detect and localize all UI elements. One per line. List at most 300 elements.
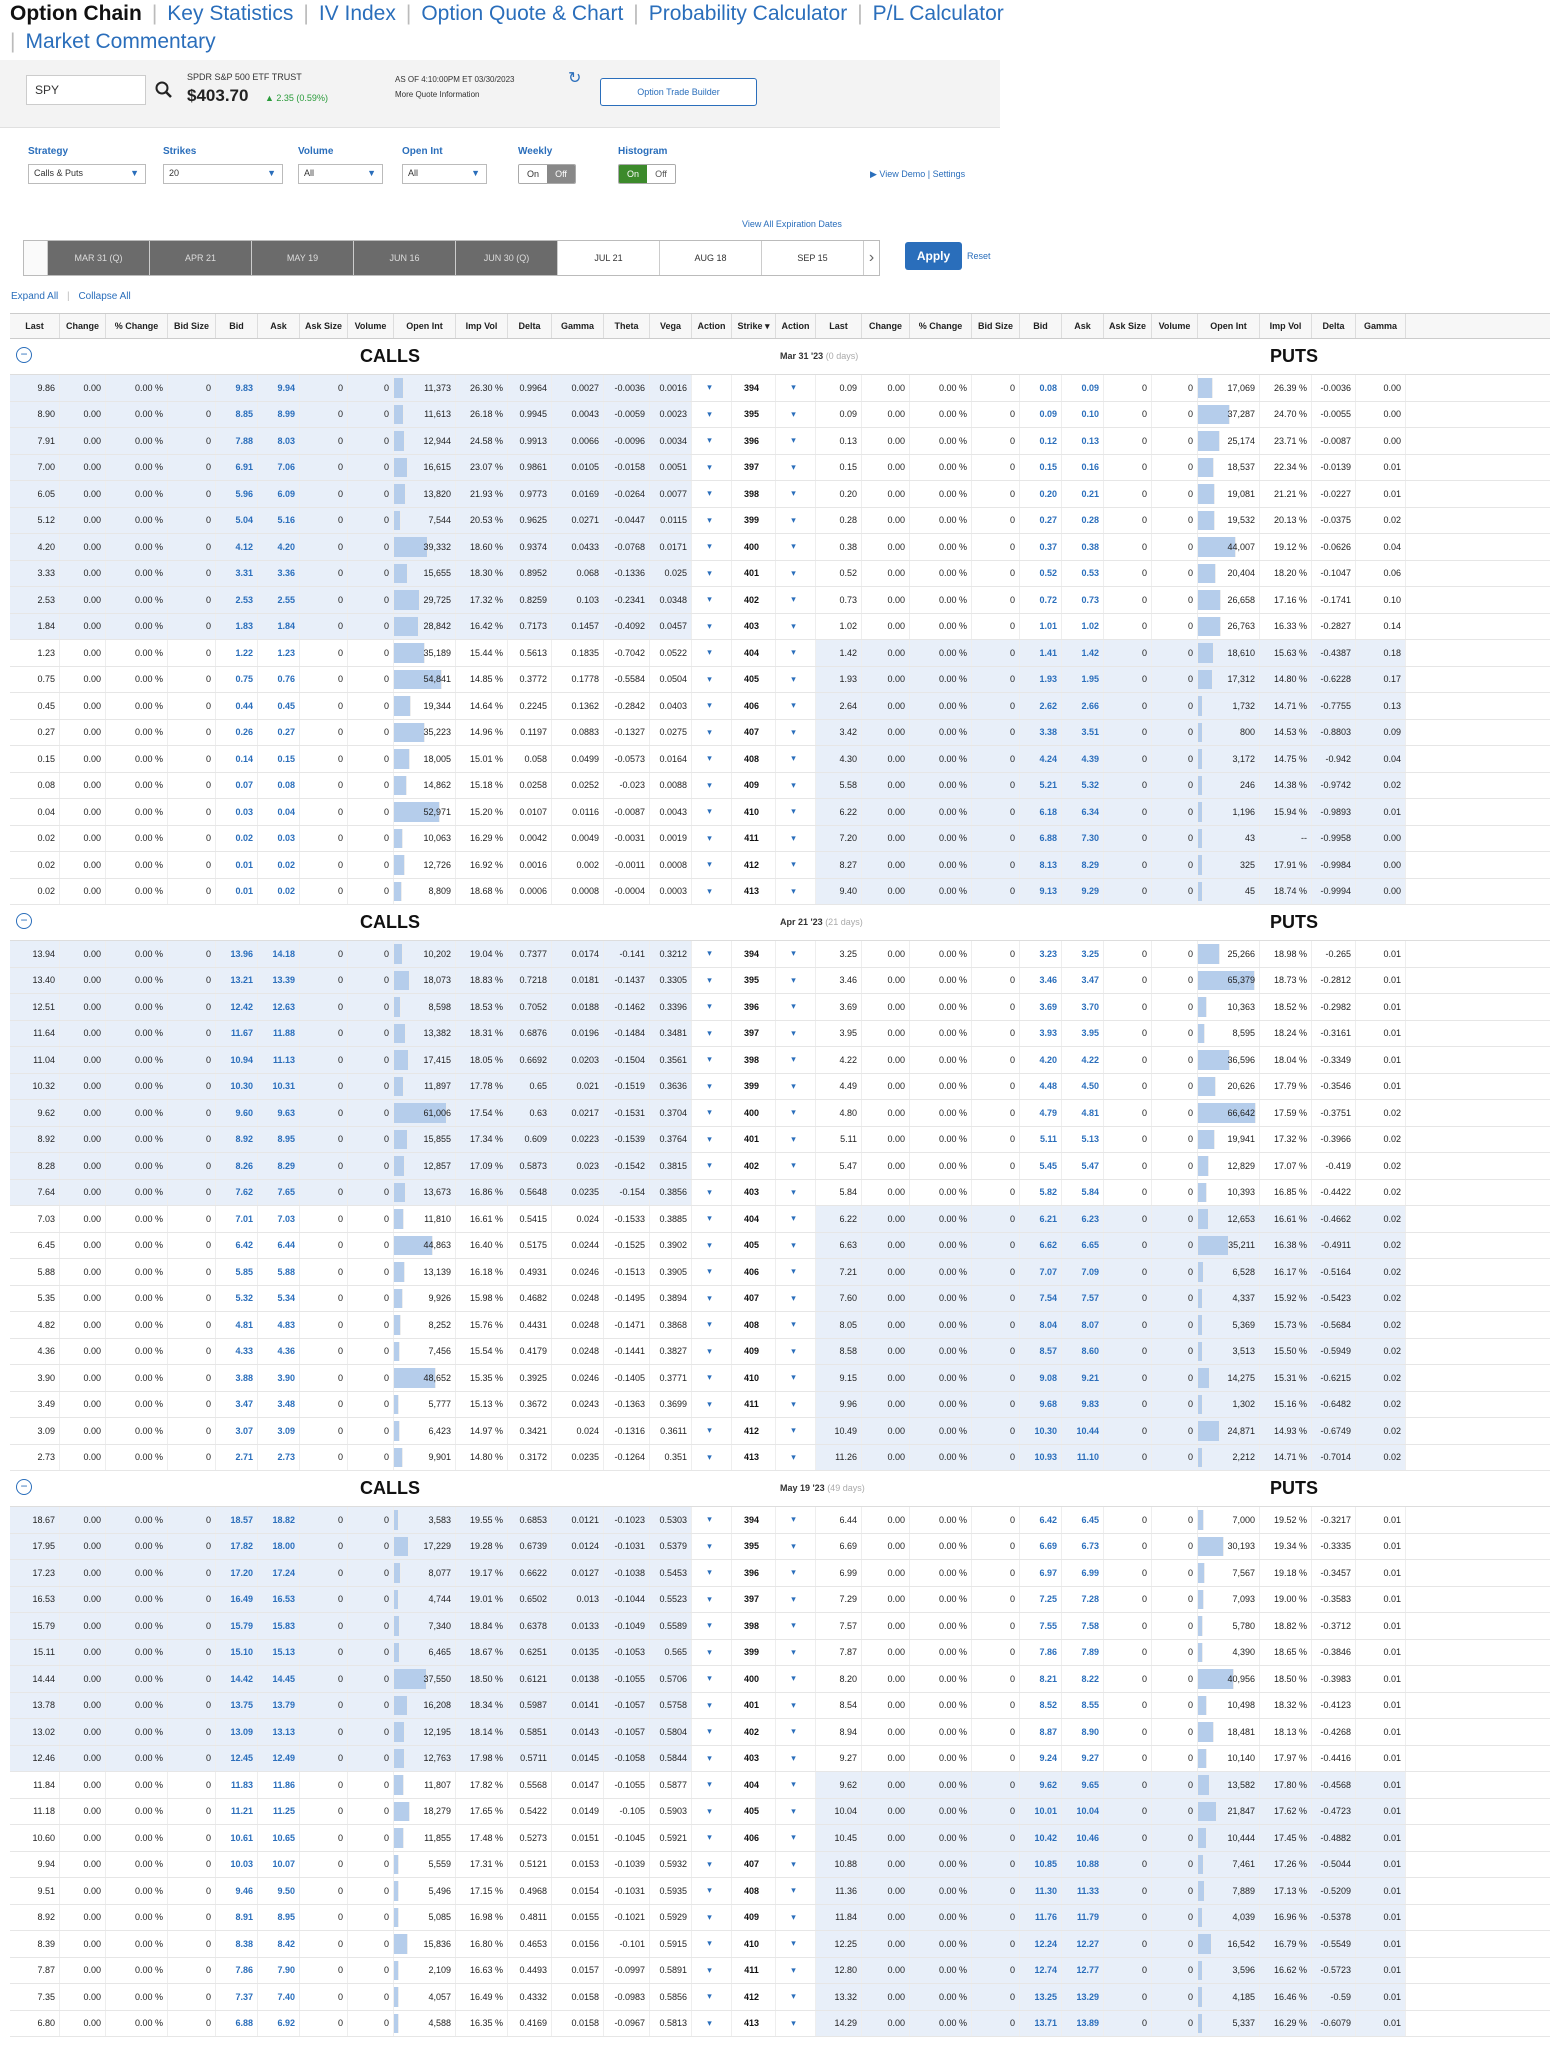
call-bid[interactable]: 2.53 <box>216 587 258 613</box>
put-action-dropdown[interactable]: ▾ <box>776 1286 816 1312</box>
call-bid[interactable]: 14.42 <box>216 1666 258 1692</box>
call-bid[interactable]: 10.61 <box>216 1825 258 1851</box>
call-ask[interactable]: 4.83 <box>258 1312 300 1338</box>
put-ask[interactable]: 13.89 <box>1062 2011 1104 2037</box>
call-action-dropdown[interactable]: ▾ <box>692 640 732 666</box>
put-action-dropdown[interactable]: ▾ <box>776 640 816 666</box>
call-ask[interactable]: 8.42 <box>258 1931 300 1957</box>
call-bid[interactable]: 8.85 <box>216 402 258 428</box>
put-bid[interactable]: 12.74 <box>1020 1958 1062 1984</box>
nav-option-chain[interactable]: Option Chain <box>10 2 142 25</box>
weekly-toggle[interactable] <box>518 164 576 184</box>
call-ask[interactable]: 0.15 <box>258 746 300 772</box>
put-ask[interactable]: 3.51 <box>1062 720 1104 746</box>
put-bid[interactable]: 11.76 <box>1020 1905 1062 1931</box>
put-bid[interactable]: 0.72 <box>1020 587 1062 613</box>
put-action-dropdown[interactable]: ▾ <box>776 587 816 613</box>
call-action-dropdown[interactable]: ▾ <box>692 1127 732 1153</box>
put-bid[interactable]: 5.11 <box>1020 1127 1062 1153</box>
call-action-dropdown[interactable]: ▾ <box>692 1100 732 1126</box>
put-ask[interactable]: 10.44 <box>1062 1418 1104 1444</box>
put-ask[interactable]: 0.13 <box>1062 428 1104 454</box>
symbol-input[interactable] <box>26 75 146 105</box>
put-action-dropdown[interactable]: ▾ <box>776 941 816 967</box>
put-action-dropdown[interactable]: ▾ <box>776 614 816 640</box>
put-action-dropdown[interactable]: ▾ <box>776 1507 816 1533</box>
put-ask[interactable]: 8.60 <box>1062 1339 1104 1365</box>
call-ask[interactable]: 7.90 <box>258 1958 300 1984</box>
call-action-dropdown[interactable]: ▾ <box>692 1021 732 1047</box>
put-bid[interactable]: 13.25 <box>1020 1984 1062 2010</box>
call-action-dropdown[interactable]: ▾ <box>692 1958 732 1984</box>
put-ask[interactable]: 13.29 <box>1062 1984 1104 2010</box>
put-bid[interactable]: 8.87 <box>1020 1719 1062 1745</box>
put-ask[interactable]: 12.27 <box>1062 1931 1104 1957</box>
call-bid[interactable]: 0.44 <box>216 693 258 719</box>
put-action-dropdown[interactable]: ▾ <box>776 1021 816 1047</box>
put-ask[interactable]: 0.73 <box>1062 587 1104 613</box>
call-ask[interactable]: 18.82 <box>258 1507 300 1533</box>
open-int-select[interactable] <box>402 164 487 184</box>
call-ask[interactable]: 7.03 <box>258 1206 300 1232</box>
call-bid[interactable]: 13.09 <box>216 1719 258 1745</box>
call-action-dropdown[interactable]: ▾ <box>692 1613 732 1639</box>
put-bid[interactable]: 8.57 <box>1020 1339 1062 1365</box>
put-action-dropdown[interactable]: ▾ <box>776 1878 816 1904</box>
put-bid[interactable]: 0.27 <box>1020 508 1062 534</box>
call-action-dropdown[interactable]: ▾ <box>692 1418 732 1444</box>
expiration-tab[interactable]: JUL 21 <box>558 241 660 275</box>
put-ask[interactable]: 0.16 <box>1062 455 1104 481</box>
put-bid[interactable]: 4.20 <box>1020 1047 1062 1073</box>
expand-all-link[interactable]: Expand All <box>11 291 59 302</box>
call-action-dropdown[interactable]: ▾ <box>692 941 732 967</box>
put-action-dropdown[interactable]: ▾ <box>776 1127 816 1153</box>
call-action-dropdown[interactable]: ▾ <box>692 1746 732 1772</box>
put-action-dropdown[interactable]: ▾ <box>776 375 816 401</box>
put-bid[interactable]: 0.15 <box>1020 455 1062 481</box>
put-bid[interactable]: 0.20 <box>1020 481 1062 507</box>
call-ask[interactable]: 11.86 <box>258 1772 300 1798</box>
put-action-dropdown[interactable]: ▾ <box>776 481 816 507</box>
put-ask[interactable]: 5.13 <box>1062 1127 1104 1153</box>
call-bid[interactable]: 3.31 <box>216 561 258 587</box>
view-demo-settings-link[interactable] <box>870 169 965 180</box>
put-ask[interactable]: 4.50 <box>1062 1074 1104 1100</box>
call-bid[interactable]: 9.60 <box>216 1100 258 1126</box>
put-action-dropdown[interactable]: ▾ <box>776 667 816 693</box>
put-action-dropdown[interactable]: ▾ <box>776 773 816 799</box>
put-action-dropdown[interactable]: ▾ <box>776 1958 816 1984</box>
call-bid[interactable]: 13.21 <box>216 968 258 994</box>
call-ask[interactable]: 9.94 <box>258 375 300 401</box>
put-ask[interactable]: 5.47 <box>1062 1153 1104 1179</box>
call-action-dropdown[interactable]: ▾ <box>692 852 732 878</box>
put-bid[interactable]: 10.30 <box>1020 1418 1062 1444</box>
expiration-tab[interactable]: JUN 30 (Q) <box>456 241 558 275</box>
put-action-dropdown[interactable]: ▾ <box>776 1852 816 1878</box>
call-action-dropdown[interactable]: ▾ <box>692 1339 732 1365</box>
weekly-off[interactable]: Off <box>547 165 575 183</box>
put-ask[interactable]: 9.27 <box>1062 1746 1104 1772</box>
put-bid[interactable]: 6.62 <box>1020 1233 1062 1259</box>
put-action-dropdown[interactable]: ▾ <box>776 402 816 428</box>
put-ask[interactable]: 9.65 <box>1062 1772 1104 1798</box>
put-action-dropdown[interactable]: ▾ <box>776 879 816 905</box>
put-action-dropdown[interactable]: ▾ <box>776 1365 816 1391</box>
call-action-dropdown[interactable]: ▾ <box>692 1392 732 1418</box>
call-ask[interactable]: 12.63 <box>258 994 300 1020</box>
put-action-dropdown[interactable]: ▾ <box>776 994 816 1020</box>
call-ask[interactable]: 1.84 <box>258 614 300 640</box>
put-bid[interactable]: 1.93 <box>1020 667 1062 693</box>
call-ask[interactable]: 10.07 <box>258 1852 300 1878</box>
put-action-dropdown[interactable]: ▾ <box>776 561 816 587</box>
nav-option-quote-chart[interactable]: Option Quote & Chart <box>421 2 624 25</box>
exp-scroll-left[interactable] <box>24 241 48 275</box>
put-ask[interactable]: 4.81 <box>1062 1100 1104 1126</box>
call-action-dropdown[interactable]: ▾ <box>692 1799 732 1825</box>
call-bid[interactable]: 9.46 <box>216 1878 258 1904</box>
put-action-dropdown[interactable]: ▾ <box>776 1613 816 1639</box>
call-action-dropdown[interactable]: ▾ <box>692 994 732 1020</box>
call-action-dropdown[interactable]: ▾ <box>692 1587 732 1613</box>
call-ask[interactable]: 10.65 <box>258 1825 300 1851</box>
put-ask[interactable]: 10.04 <box>1062 1799 1104 1825</box>
put-ask[interactable]: 9.29 <box>1062 879 1104 905</box>
put-ask[interactable]: 6.73 <box>1062 1534 1104 1560</box>
put-ask[interactable]: 0.21 <box>1062 481 1104 507</box>
strategy-select[interactable] <box>28 164 146 184</box>
put-bid[interactable]: 13.71 <box>1020 2011 1062 2037</box>
put-action-dropdown[interactable]: ▾ <box>776 1693 816 1719</box>
call-bid[interactable]: 2.71 <box>216 1445 258 1471</box>
put-ask[interactable]: 7.89 <box>1062 1640 1104 1666</box>
call-ask[interactable]: 8.95 <box>258 1905 300 1931</box>
call-bid[interactable]: 1.83 <box>216 614 258 640</box>
call-action-dropdown[interactable]: ▾ <box>692 1534 732 1560</box>
apply-button[interactable]: Apply <box>905 242 962 270</box>
nav-key-statistics[interactable]: Key Statistics <box>167 2 294 25</box>
call-ask[interactable]: 7.40 <box>258 1984 300 2010</box>
call-ask[interactable]: 0.04 <box>258 799 300 825</box>
put-action-dropdown[interactable]: ▾ <box>776 1392 816 1418</box>
put-bid[interactable]: 6.69 <box>1020 1534 1062 1560</box>
call-bid[interactable]: 11.83 <box>216 1772 258 1798</box>
call-action-dropdown[interactable]: ▾ <box>692 508 732 534</box>
call-action-dropdown[interactable]: ▾ <box>692 481 732 507</box>
put-action-dropdown[interactable]: ▾ <box>776 1445 816 1471</box>
call-ask[interactable]: 3.09 <box>258 1418 300 1444</box>
volume-select[interactable] <box>298 164 383 184</box>
call-ask[interactable]: 12.49 <box>258 1746 300 1772</box>
put-action-dropdown[interactable]: ▾ <box>776 1984 816 2010</box>
collapse-icon[interactable]: − <box>16 1479 32 1495</box>
put-action-dropdown[interactable]: ▾ <box>776 1587 816 1613</box>
put-action-dropdown[interactable]: ▾ <box>776 1074 816 1100</box>
call-ask[interactable]: 9.63 <box>258 1100 300 1126</box>
call-bid[interactable]: 15.10 <box>216 1640 258 1666</box>
call-action-dropdown[interactable]: ▾ <box>692 826 732 852</box>
call-ask[interactable]: 0.76 <box>258 667 300 693</box>
put-ask[interactable]: 8.55 <box>1062 1693 1104 1719</box>
put-action-dropdown[interactable]: ▾ <box>776 1931 816 1957</box>
put-bid[interactable]: 8.52 <box>1020 1693 1062 1719</box>
put-action-dropdown[interactable]: ▾ <box>776 1534 816 1560</box>
put-bid[interactable]: 3.38 <box>1020 720 1062 746</box>
call-ask[interactable]: 2.55 <box>258 587 300 613</box>
call-action-dropdown[interactable]: ▾ <box>692 1180 732 1206</box>
collapse-all-link[interactable]: Collapse All <box>78 291 131 302</box>
call-ask[interactable]: 3.36 <box>258 561 300 587</box>
call-action-dropdown[interactable]: ▾ <box>692 1878 732 1904</box>
put-action-dropdown[interactable]: ▾ <box>776 746 816 772</box>
call-ask[interactable]: 8.95 <box>258 1127 300 1153</box>
expiration-tab[interactable]: APR 21 <box>150 241 252 275</box>
call-bid[interactable]: 12.45 <box>216 1746 258 1772</box>
call-ask[interactable]: 8.03 <box>258 428 300 454</box>
put-action-dropdown[interactable]: ▾ <box>776 1339 816 1365</box>
put-ask[interactable]: 7.57 <box>1062 1286 1104 1312</box>
call-bid[interactable]: 11.21 <box>216 1799 258 1825</box>
call-bid[interactable]: 10.94 <box>216 1047 258 1073</box>
put-bid[interactable]: 9.68 <box>1020 1392 1062 1418</box>
call-action-dropdown[interactable]: ▾ <box>692 1852 732 1878</box>
put-ask[interactable]: 6.45 <box>1062 1507 1104 1533</box>
call-action-dropdown[interactable]: ▾ <box>692 1931 732 1957</box>
call-action-dropdown[interactable]: ▾ <box>692 720 732 746</box>
call-bid[interactable]: 6.91 <box>216 455 258 481</box>
call-action-dropdown[interactable]: ▾ <box>692 1640 732 1666</box>
put-bid[interactable]: 0.12 <box>1020 428 1062 454</box>
put-ask[interactable]: 1.95 <box>1062 667 1104 693</box>
put-ask[interactable]: 0.38 <box>1062 534 1104 560</box>
call-ask[interactable]: 17.24 <box>258 1560 300 1586</box>
reset-link[interactable]: Reset <box>967 251 991 261</box>
call-bid[interactable]: 15.79 <box>216 1613 258 1639</box>
call-action-dropdown[interactable]: ▾ <box>692 1259 732 1285</box>
chevron-right-icon[interactable]: › <box>864 241 879 275</box>
put-ask[interactable]: 8.07 <box>1062 1312 1104 1338</box>
put-action-dropdown[interactable]: ▾ <box>776 1180 816 1206</box>
call-ask[interactable]: 9.50 <box>258 1878 300 1904</box>
put-ask[interactable]: 7.09 <box>1062 1259 1104 1285</box>
put-ask[interactable]: 8.22 <box>1062 1666 1104 1692</box>
search-icon[interactable] <box>154 80 174 100</box>
put-ask[interactable]: 4.39 <box>1062 746 1104 772</box>
call-bid[interactable]: 13.75 <box>216 1693 258 1719</box>
put-action-dropdown[interactable]: ▾ <box>776 534 816 560</box>
put-ask[interactable]: 0.10 <box>1062 402 1104 428</box>
call-action-dropdown[interactable]: ▾ <box>692 428 732 454</box>
put-action-dropdown[interactable]: ▾ <box>776 1746 816 1772</box>
put-ask[interactable]: 0.28 <box>1062 508 1104 534</box>
call-ask[interactable]: 8.99 <box>258 402 300 428</box>
call-bid[interactable]: 4.81 <box>216 1312 258 1338</box>
call-bid[interactable]: 0.75 <box>216 667 258 693</box>
put-bid[interactable]: 7.54 <box>1020 1286 1062 1312</box>
call-ask[interactable]: 0.08 <box>258 773 300 799</box>
put-ask[interactable]: 5.84 <box>1062 1180 1104 1206</box>
call-ask[interactable]: 14.45 <box>258 1666 300 1692</box>
put-ask[interactable]: 12.77 <box>1062 1958 1104 1984</box>
call-bid[interactable]: 0.14 <box>216 746 258 772</box>
column-header[interactable]: Strike ▾ <box>732 314 776 338</box>
call-action-dropdown[interactable]: ▾ <box>692 561 732 587</box>
call-ask[interactable]: 3.90 <box>258 1365 300 1391</box>
call-action-dropdown[interactable]: ▾ <box>692 402 732 428</box>
put-ask[interactable]: 11.10 <box>1062 1445 1104 1471</box>
view-all-expirations-link[interactable]: View All Expiration Dates <box>742 219 842 229</box>
nav-market-commentary[interactable]: Market Commentary <box>25 30 216 53</box>
call-ask[interactable]: 4.20 <box>258 534 300 560</box>
call-bid[interactable]: 7.86 <box>216 1958 258 1984</box>
call-action-dropdown[interactable]: ▾ <box>692 667 732 693</box>
put-ask[interactable]: 0.09 <box>1062 375 1104 401</box>
put-bid[interactable]: 7.55 <box>1020 1613 1062 1639</box>
call-ask[interactable]: 11.88 <box>258 1021 300 1047</box>
put-action-dropdown[interactable]: ▾ <box>776 720 816 746</box>
put-bid[interactable]: 3.93 <box>1020 1021 1062 1047</box>
call-bid[interactable]: 7.01 <box>216 1206 258 1232</box>
call-ask[interactable]: 2.73 <box>258 1445 300 1471</box>
put-bid[interactable]: 10.85 <box>1020 1852 1062 1878</box>
call-action-dropdown[interactable]: ▾ <box>692 1153 732 1179</box>
put-bid[interactable]: 6.42 <box>1020 1507 1062 1533</box>
nav-pl-calculator[interactable]: P/L Calculator <box>872 2 1004 25</box>
put-action-dropdown[interactable]: ▾ <box>776 1233 816 1259</box>
put-ask[interactable]: 10.88 <box>1062 1852 1104 1878</box>
put-bid[interactable]: 5.82 <box>1020 1180 1062 1206</box>
call-bid[interactable]: 0.02 <box>216 826 258 852</box>
call-bid[interactable]: 17.20 <box>216 1560 258 1586</box>
put-action-dropdown[interactable]: ▾ <box>776 968 816 994</box>
call-action-dropdown[interactable]: ▾ <box>692 1445 732 1471</box>
call-ask[interactable]: 0.02 <box>258 852 300 878</box>
put-ask[interactable]: 6.99 <box>1062 1560 1104 1586</box>
call-bid[interactable]: 4.12 <box>216 534 258 560</box>
put-bid[interactable]: 0.52 <box>1020 561 1062 587</box>
call-bid[interactable]: 9.83 <box>216 375 258 401</box>
call-bid[interactable]: 5.85 <box>216 1259 258 1285</box>
put-action-dropdown[interactable]: ▾ <box>776 455 816 481</box>
put-bid[interactable]: 8.04 <box>1020 1312 1062 1338</box>
put-ask[interactable]: 0.53 <box>1062 561 1104 587</box>
collapse-icon[interactable]: − <box>16 347 32 363</box>
put-bid[interactable]: 2.62 <box>1020 693 1062 719</box>
call-bid[interactable]: 18.57 <box>216 1507 258 1533</box>
call-ask[interactable]: 0.02 <box>258 879 300 905</box>
put-action-dropdown[interactable]: ▾ <box>776 1640 816 1666</box>
call-ask[interactable]: 6.92 <box>258 2011 300 2037</box>
weekly-on[interactable]: On <box>519 165 547 183</box>
call-ask[interactable]: 7.06 <box>258 455 300 481</box>
call-bid[interactable]: 7.37 <box>216 1984 258 2010</box>
put-ask[interactable]: 8.90 <box>1062 1719 1104 1745</box>
put-bid[interactable]: 4.48 <box>1020 1074 1062 1100</box>
put-bid[interactable]: 4.79 <box>1020 1100 1062 1126</box>
call-bid[interactable]: 8.92 <box>216 1127 258 1153</box>
put-bid[interactable]: 0.09 <box>1020 402 1062 428</box>
call-ask[interactable]: 14.18 <box>258 941 300 967</box>
call-bid[interactable]: 3.07 <box>216 1418 258 1444</box>
call-bid[interactable]: 5.32 <box>216 1286 258 1312</box>
call-bid[interactable]: 3.88 <box>216 1365 258 1391</box>
call-ask[interactable]: 11.25 <box>258 1799 300 1825</box>
put-ask[interactable]: 11.33 <box>1062 1878 1104 1904</box>
call-ask[interactable]: 13.39 <box>258 968 300 994</box>
call-action-dropdown[interactable]: ▾ <box>692 746 732 772</box>
put-bid[interactable]: 7.25 <box>1020 1587 1062 1613</box>
put-bid[interactable]: 9.13 <box>1020 879 1062 905</box>
put-bid[interactable]: 9.08 <box>1020 1365 1062 1391</box>
call-ask[interactable]: 0.03 <box>258 826 300 852</box>
put-bid[interactable]: 3.69 <box>1020 994 1062 1020</box>
put-ask[interactable]: 7.30 <box>1062 826 1104 852</box>
call-action-dropdown[interactable]: ▾ <box>692 1312 732 1338</box>
call-action-dropdown[interactable]: ▾ <box>692 693 732 719</box>
call-action-dropdown[interactable]: ▾ <box>692 455 732 481</box>
call-action-dropdown[interactable]: ▾ <box>692 1772 732 1798</box>
call-ask[interactable]: 10.31 <box>258 1074 300 1100</box>
call-action-dropdown[interactable]: ▾ <box>692 968 732 994</box>
put-action-dropdown[interactable]: ▾ <box>776 693 816 719</box>
call-action-dropdown[interactable]: ▾ <box>692 534 732 560</box>
put-ask[interactable]: 1.02 <box>1062 614 1104 640</box>
call-bid[interactable]: 4.33 <box>216 1339 258 1365</box>
call-action-dropdown[interactable]: ▾ <box>692 2011 732 2037</box>
put-ask[interactable]: 3.95 <box>1062 1021 1104 1047</box>
put-ask[interactable]: 6.34 <box>1062 799 1104 825</box>
put-bid[interactable]: 7.86 <box>1020 1640 1062 1666</box>
put-bid[interactable]: 6.18 <box>1020 799 1062 825</box>
call-action-dropdown[interactable]: ▾ <box>692 1047 732 1073</box>
put-ask[interactable]: 3.25 <box>1062 941 1104 967</box>
call-bid[interactable]: 11.67 <box>216 1021 258 1047</box>
put-bid[interactable]: 6.88 <box>1020 826 1062 852</box>
put-ask[interactable]: 3.47 <box>1062 968 1104 994</box>
call-ask[interactable]: 1.23 <box>258 640 300 666</box>
call-bid[interactable]: 6.88 <box>216 2011 258 2037</box>
put-ask[interactable]: 6.65 <box>1062 1233 1104 1259</box>
put-action-dropdown[interactable]: ▾ <box>776 1772 816 1798</box>
call-ask[interactable]: 6.44 <box>258 1233 300 1259</box>
call-bid[interactable]: 7.88 <box>216 428 258 454</box>
histogram-off[interactable]: Off <box>647 165 675 183</box>
call-action-dropdown[interactable]: ▾ <box>692 1206 732 1232</box>
call-action-dropdown[interactable]: ▾ <box>692 1825 732 1851</box>
put-action-dropdown[interactable]: ▾ <box>776 1905 816 1931</box>
option-trade-builder-button[interactable]: Option Trade Builder <box>600 78 757 106</box>
histogram-on[interactable]: On <box>619 165 647 183</box>
expiration-tab[interactable]: JUN 16 <box>354 241 456 275</box>
put-bid[interactable]: 1.01 <box>1020 614 1062 640</box>
call-bid[interactable]: 8.91 <box>216 1905 258 1931</box>
call-bid[interactable]: 0.01 <box>216 879 258 905</box>
call-bid[interactable]: 3.47 <box>216 1392 258 1418</box>
expiration-tab[interactable]: SEP 15 <box>762 241 864 275</box>
call-action-dropdown[interactable]: ▾ <box>692 1719 732 1745</box>
call-action-dropdown[interactable]: ▾ <box>692 799 732 825</box>
put-bid[interactable]: 6.21 <box>1020 1206 1062 1232</box>
call-ask[interactable]: 0.27 <box>258 720 300 746</box>
call-bid[interactable]: 0.03 <box>216 799 258 825</box>
call-bid[interactable]: 5.96 <box>216 481 258 507</box>
put-action-dropdown[interactable]: ▾ <box>776 1153 816 1179</box>
put-bid[interactable]: 10.93 <box>1020 1445 1062 1471</box>
put-bid[interactable]: 5.45 <box>1020 1153 1062 1179</box>
call-action-dropdown[interactable]: ▾ <box>692 1666 732 1692</box>
